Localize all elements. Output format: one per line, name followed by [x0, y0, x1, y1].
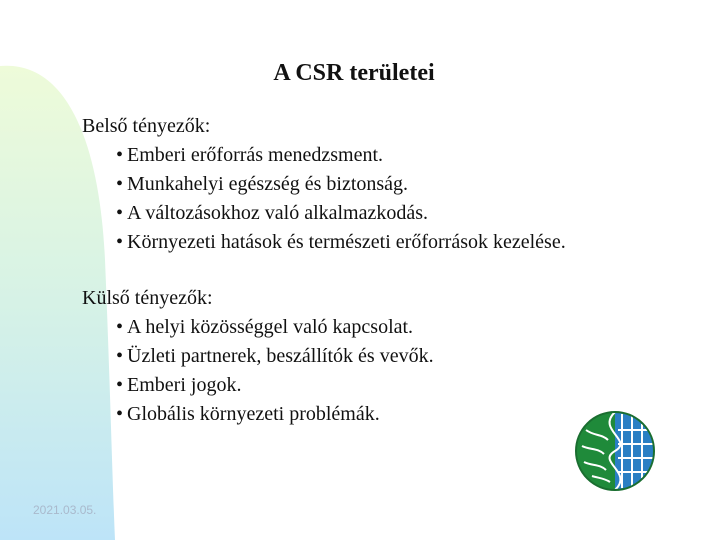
- list-item: • Üzleti partnerek, beszállítók és vevők.: [116, 345, 434, 367]
- list-item: • Emberi jogok.: [116, 374, 242, 396]
- list-item: • A változásokhoz való alkalmazkodás.: [116, 202, 429, 224]
- list-item: • A helyi közösséggel való kapcsolat.: [116, 316, 414, 338]
- internal-factors-heading: Belső tényezők:: [82, 115, 211, 137]
- list-item: • Munkahelyi egészség és biztonság.: [116, 173, 409, 195]
- external-factors-list: [82, 313, 434, 429]
- slide-date: 2021.03.05.: [33, 503, 97, 517]
- globe-leaf-logo-icon: [574, 410, 656, 492]
- external-factors-section: [82, 284, 434, 429]
- internal-factors-section: [82, 112, 566, 257]
- list-item: • Globális környezeti problémák.: [116, 403, 380, 425]
- internal-factors-list: [82, 141, 566, 257]
- external-factors-heading: Külső tényezők:: [82, 287, 213, 309]
- slide-title: A CSR területei: [273, 60, 435, 86]
- list-item: • Emberi erőforrás menedzsment.: [116, 144, 384, 166]
- list-item: • Környezeti hatások és természeti erőforrások kezelése.: [116, 231, 566, 253]
